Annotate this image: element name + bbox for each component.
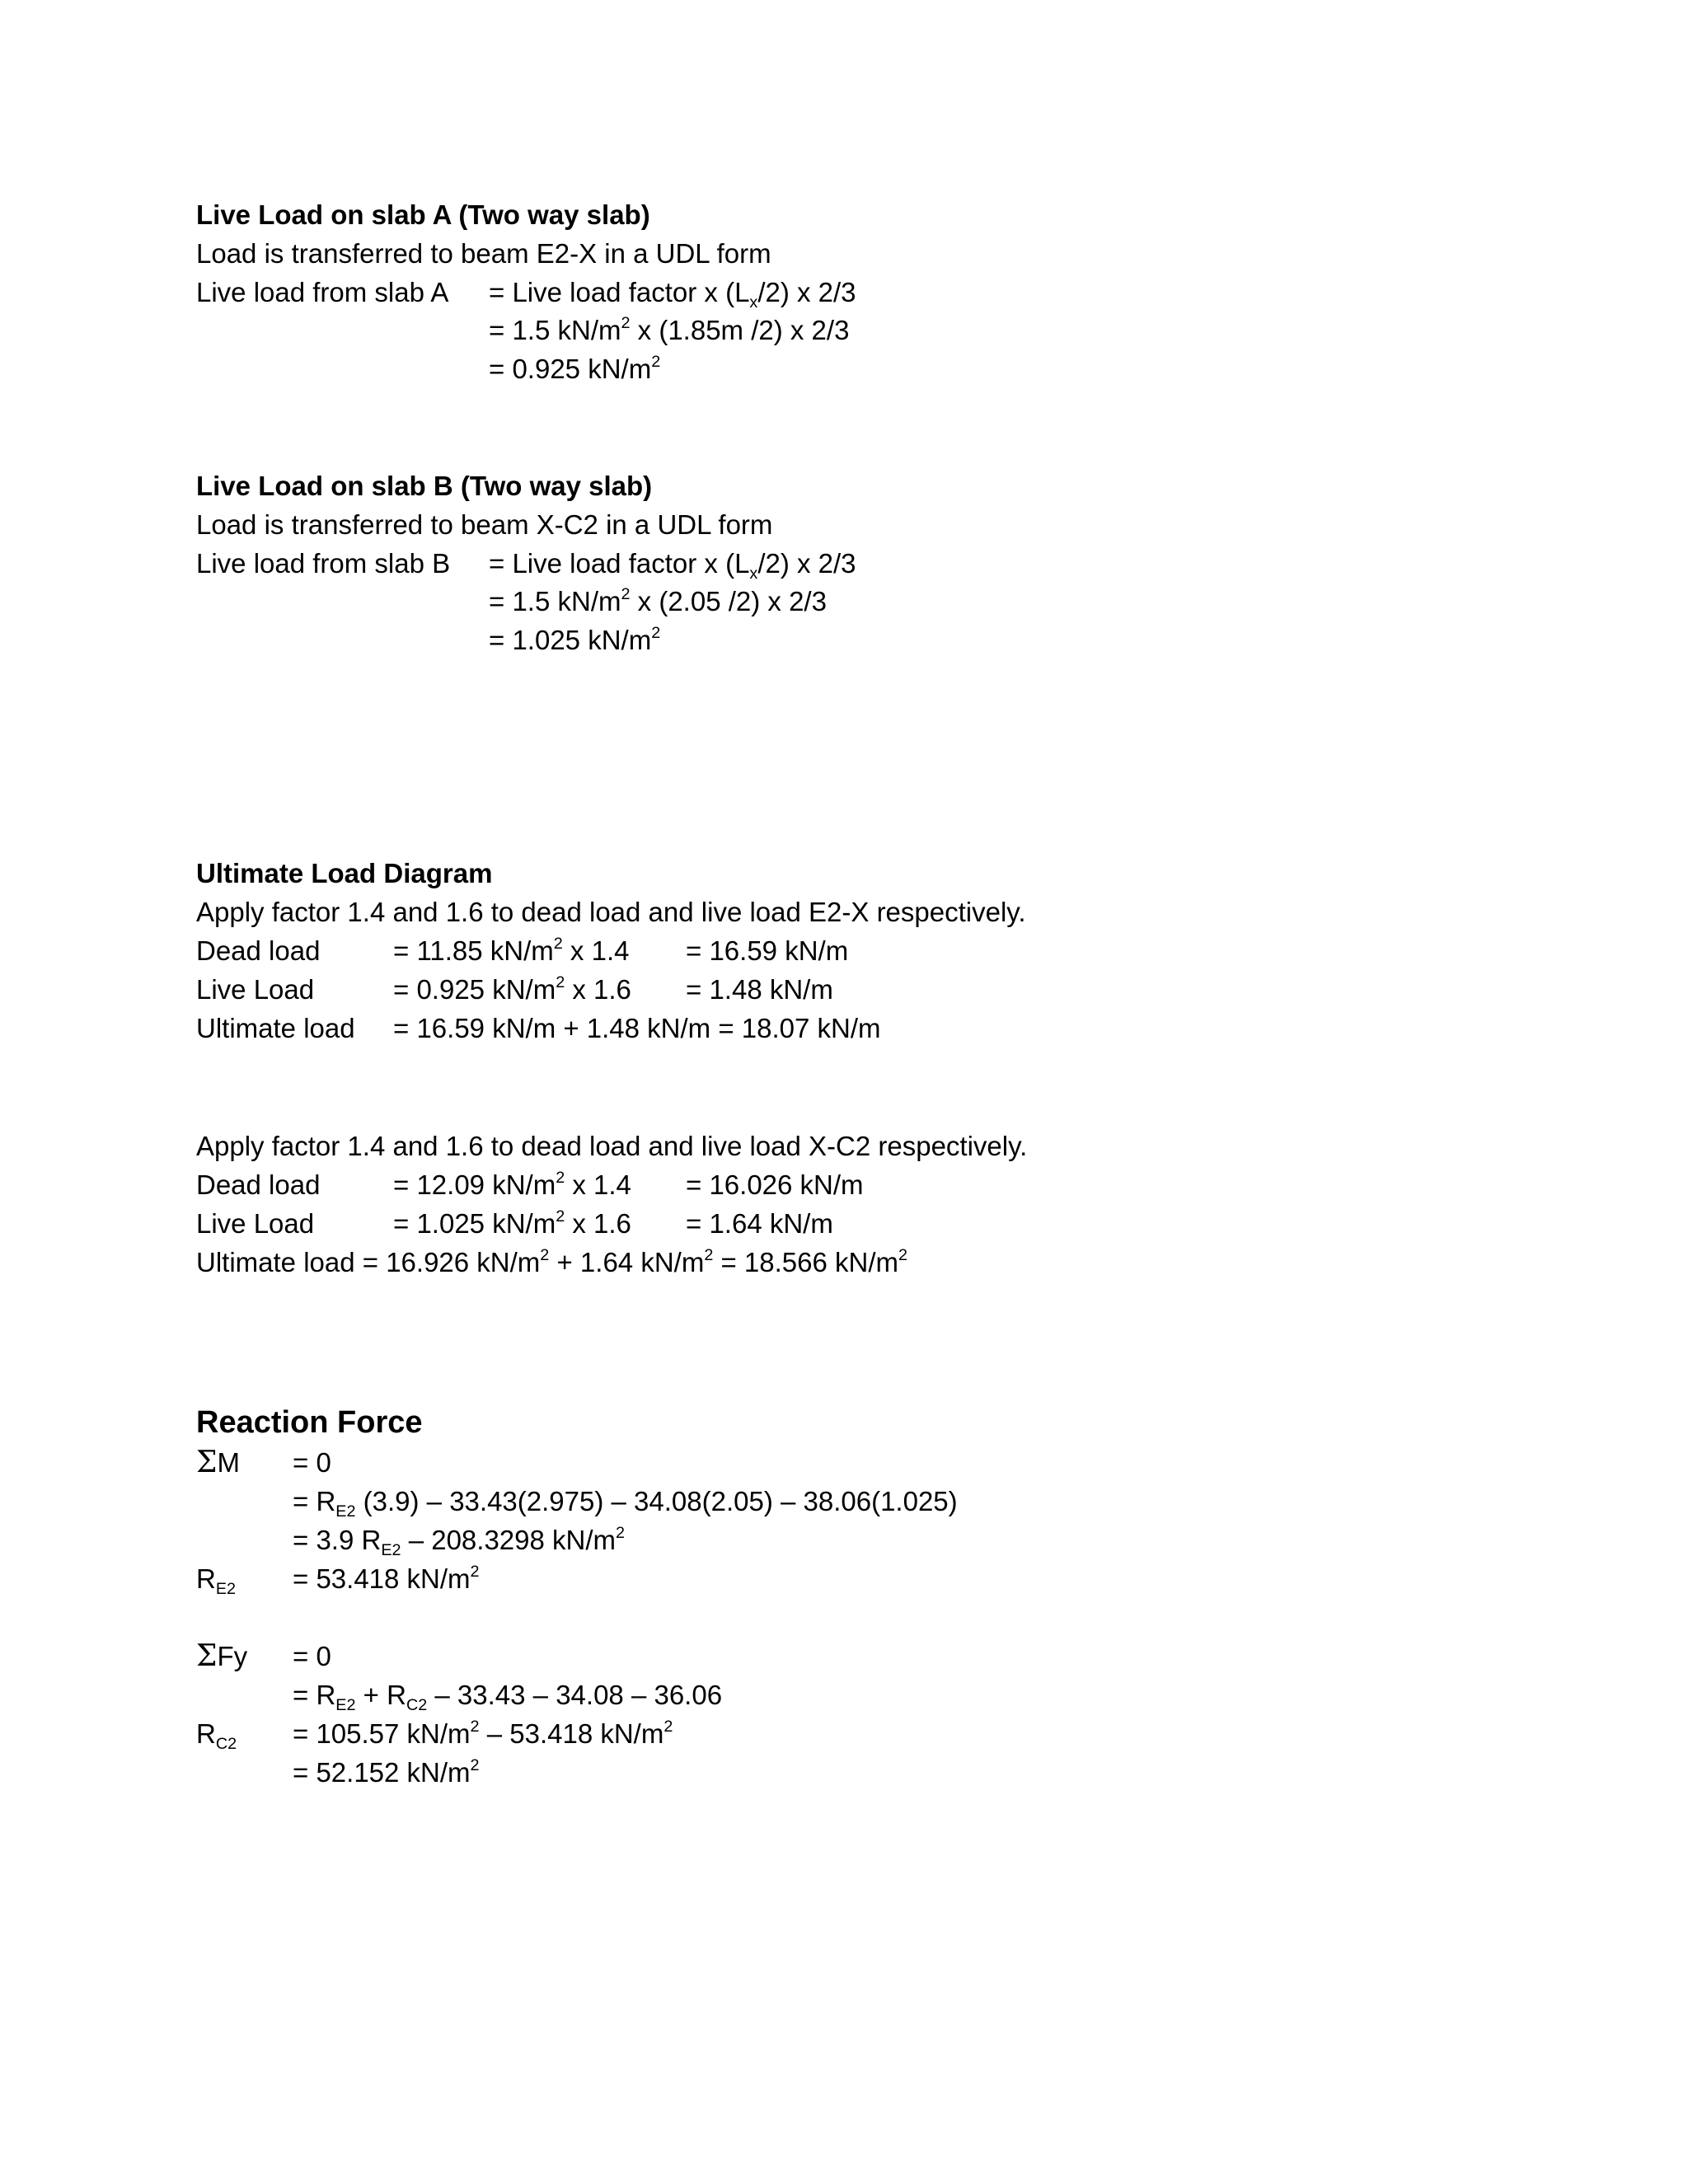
slab-a-label: Live load from slab A — [196, 277, 449, 307]
slab-b-result: = 1.025 $kN/m^2$ — [489, 624, 661, 655]
e2x-ultimate-label: Ultimate load — [196, 1013, 355, 1043]
xc2-live-calc: = 1.025 $kN/m^2$ x 1.6 — [393, 1207, 631, 1239]
slab-b-heading: Live Load on slab B (Two way slab) — [196, 471, 653, 501]
sum-force-label: ΣFy — [196, 1639, 248, 1673]
slab-a-step: = 1.5 $kN/m^2$ x (1.85m /2) x 2/3 — [489, 314, 850, 345]
ultimate-heading: Ultimate Load Diagram — [196, 858, 493, 888]
ultimate-e2x-intro: Apply factor 1.4 and 1.6 to dead load and live load E2-X respectively. — [196, 897, 1026, 927]
re2-label: $R_{E2}$ — [196, 1563, 237, 1598]
e2x-live-result: = 1.48 kN/m — [686, 974, 833, 1005]
xc2-dead-calc: = 12.09 $kN/m^2$ x 1.4 — [393, 1169, 631, 1200]
force-equation: = $R_{E2} + R_{C2} - 33.43 - 34.08 - 36.06$ — [293, 1680, 723, 1714]
e2x-live-calc: = 0.925 $kN/m^2$ x 1.6 — [393, 973, 631, 1005]
moment-simplified: = 3.9 $R_{E2} - 208.3298$ $kN/m^2$ — [293, 1524, 626, 1559]
re2-value: = 53.418 $kN/m^2$ — [293, 1563, 480, 1594]
sigma-icon: Σ — [196, 1446, 218, 1479]
sum-moment-label: ΣM — [196, 1446, 240, 1479]
xc2-dead-result: = 16.026 kN/m — [686, 1169, 864, 1200]
slab-a-heading: Live Load on slab A (Two way slab) — [196, 199, 650, 230]
rc2-result: = 52.152 $kN/m^2$ — [293, 1756, 480, 1788]
xc2-dead-label: Dead load — [196, 1169, 321, 1200]
slab-a-intro: Load is transferred to beam E2-X in a UDL form — [196, 238, 771, 269]
e2x-dead-calc: = 11.85 $kN/m^2$ x 1.4 — [393, 935, 630, 966]
rc2-calc: = 105.57 $kN/m^2 - 53.418$ $kN/m^2$ — [293, 1718, 673, 1749]
e2x-ultimate-value: = 16.59 kN/m + 1.48 kN/m = 18.07 kN/m — [393, 1013, 881, 1043]
ultimate-xc2-intro: Apply factor 1.4 and 1.6 to dead load and live load X-C2 respectively. — [196, 1131, 1028, 1161]
moment-equation: = $R_{E2}$ (3.9) – 33.43(2.975) – 34.08(2.05) – 38.06(1.025) — [293, 1486, 958, 1521]
sum-moment-zero: = 0 — [293, 1447, 331, 1478]
slab-a-result: = 0.925 $kN/m^2$ — [489, 353, 661, 384]
xc2-live-label: Live Load — [196, 1208, 315, 1239]
slab-a-formula: = Live load factor x $(L_x/2)$ x 2/3 — [489, 277, 856, 312]
sigma-icon: Σ — [196, 1639, 218, 1673]
e2x-dead-label: Dead load — [196, 935, 321, 966]
e2x-live-label: Live Load — [196, 974, 315, 1005]
xc2-live-result: = 1.64 kN/m — [686, 1208, 833, 1239]
rc2-label: $R_{C2}$ — [196, 1718, 237, 1753]
slab-b-formula: = Live load factor x $(L_x/2)$ x 2/3 — [489, 548, 856, 583]
xc2-ultimate-line: Ultimate load = 16.926 $kN/m^2 + 1.64$ $kN/m^2 = 18.566$ $kN/m^2$ — [196, 1246, 908, 1277]
slab-b-step: = 1.5 $kN/m^2$ x (2.05 /2) x 2/3 — [489, 585, 827, 616]
reaction-heading: Reaction Force — [196, 1405, 423, 1440]
slab-b-label: Live load from slab B — [196, 548, 451, 579]
e2x-dead-result: = 16.59 kN/m — [686, 935, 849, 966]
slab-b-intro: Load is transferred to beam X-C2 in a UDL form — [196, 509, 773, 540]
sum-force-zero: = 0 — [293, 1641, 331, 1671]
